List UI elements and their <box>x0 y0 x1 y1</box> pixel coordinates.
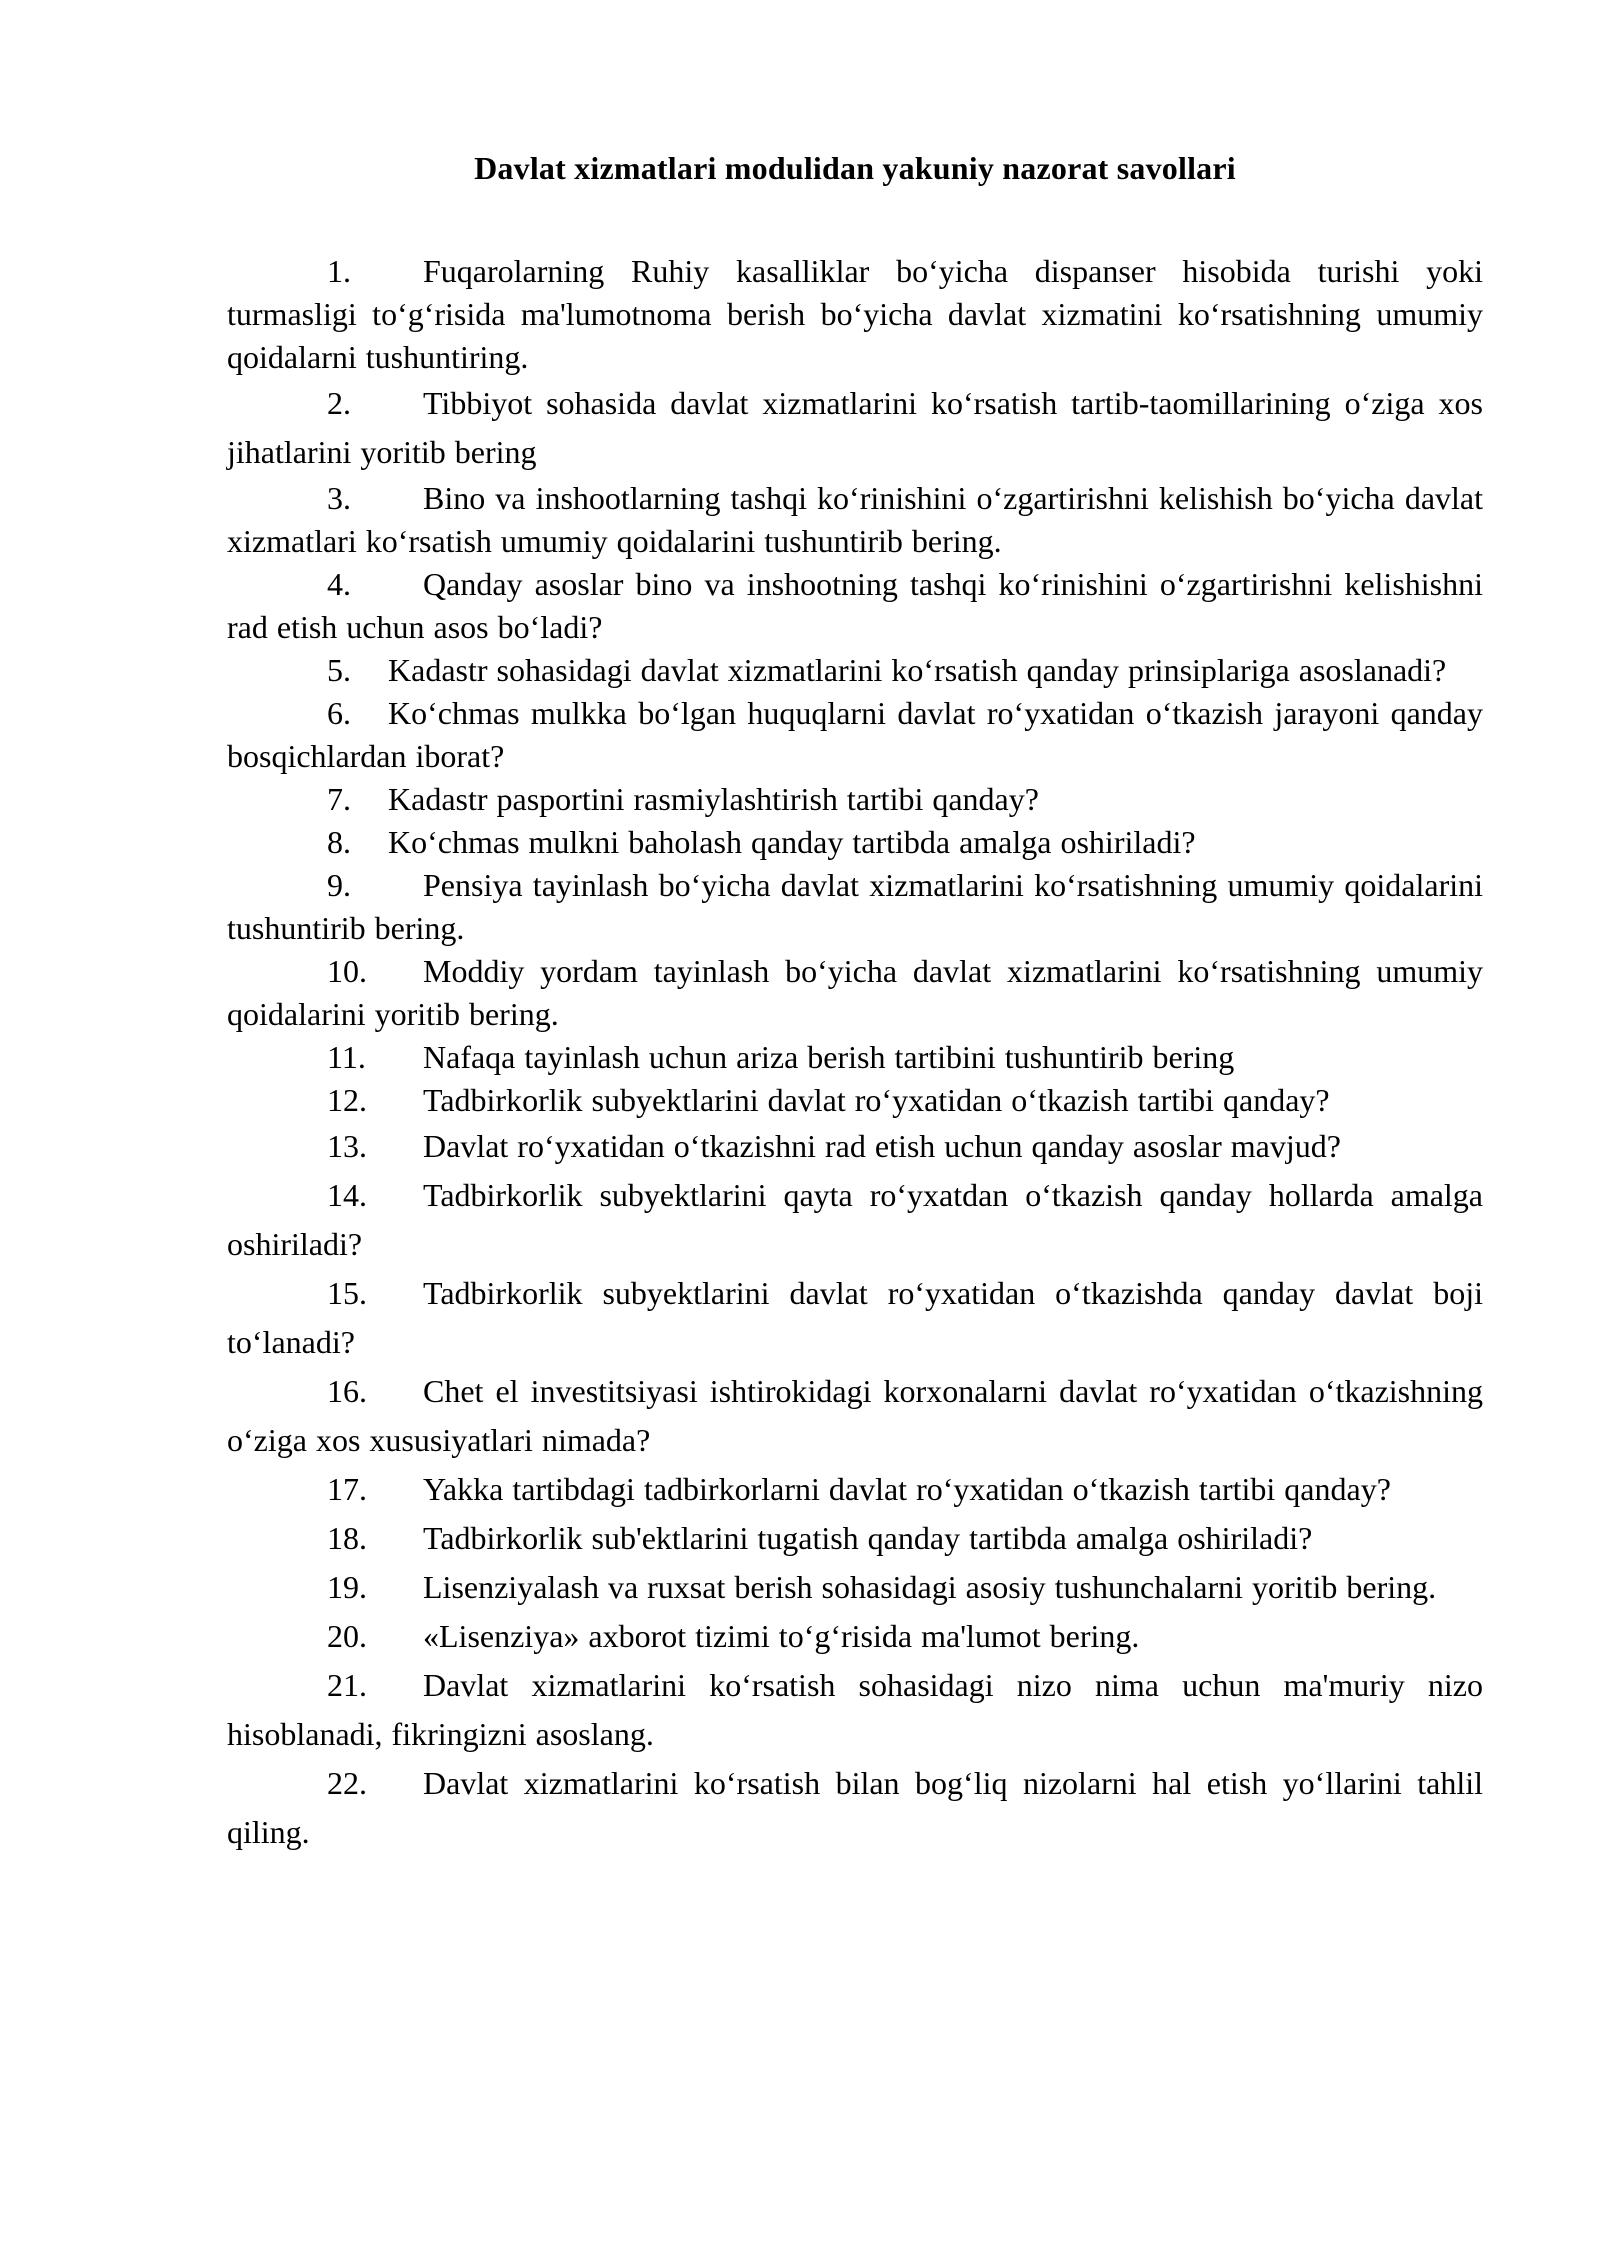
question-number: 19. <box>327 1569 367 1605</box>
question-number: 4. <box>327 566 351 602</box>
question-item <box>227 1171 1483 1269</box>
question-number: 18. <box>327 1520 367 1556</box>
question-item <box>227 821 1483 864</box>
question-number: 7. <box>327 781 351 817</box>
question-item <box>227 1661 1483 1759</box>
question-item <box>227 1759 1483 1857</box>
question-item <box>227 649 1483 692</box>
document-title: Davlat xizmatlari modulidan yakuniy nazorat savollari <box>474 150 1236 186</box>
question-text: Moddiy yordam tayinlash boʻyicha davlat xizmatlarini koʻrsatishning umumiy qoidalarini yoritib bering. <box>227 953 1483 1032</box>
question-number: 5. <box>327 652 351 688</box>
question-item <box>227 563 1483 649</box>
question-item <box>227 1563 1483 1612</box>
question-item <box>227 1514 1483 1563</box>
question-item <box>227 477 1483 563</box>
question-text: Qanday asoslar bino va inshootning tashqi koʻrinishini oʻzgartirishni kelishishni rad etish uchun asos boʻladi? <box>227 566 1483 645</box>
question-text: Tibbiyot sohasida davlat xizmatlarini koʻrsatish tartib-taomillarining oʻziga xos jihatlarini yoritib bering <box>227 385 1483 470</box>
question-text: Yakka tartibdagi tadbirkorlarni davlat roʻyxatidan oʻtkazish tartibi qanday? <box>423 1471 1391 1507</box>
question-text: Kadastr sohasidagi davlat xizmatlarini koʻrsatish qanday prinsiplariga asoslanadi? <box>388 652 1447 688</box>
question-item <box>227 950 1483 1036</box>
question-item <box>227 864 1483 950</box>
question-item <box>227 250 1483 379</box>
question-list <box>227 250 1483 1857</box>
question-item <box>227 1367 1483 1465</box>
question-number: 16. <box>327 1373 367 1409</box>
question-text: Lisenziyalash va ruxsat berish sohasidagi asosiy tushunchalarni yoritib bering. <box>423 1569 1437 1605</box>
question-text: Davlat xizmatlarini koʻrsatish sohasidagi nizo nima uchun ma'muriy nizo hisoblanadi, fikringizni asoslang. <box>227 1667 1483 1752</box>
question-text: Bino va inshootlarning tashqi koʻrinishini oʻzgartirishni kelishish boʻyicha davlat xizmatlari koʻrsatish umumiy qoidalarini tushuntirib bering. <box>227 480 1483 559</box>
question-item <box>227 778 1483 821</box>
question-text: Tadbirkorlik subyektlarini davlat roʻyxatidan oʻtkazish tartibi qanday? <box>423 1082 1330 1118</box>
question-text: Koʻchmas mulkni baholash qanday tartibda amalga oshiriladi? <box>388 824 1196 860</box>
question-number: 21. <box>327 1667 367 1703</box>
question-text: «Lisenziya» axborot tizimi toʻgʻrisida ma'lumot bering. <box>423 1618 1140 1654</box>
question-text: Chet el investitsiyasi ishtirokidagi korxonalarni davlat roʻyxatidan oʻtkazishning oʻziga xos xususiyatlari nimada? <box>227 1373 1483 1458</box>
question-number: 17. <box>327 1471 367 1507</box>
question-number: 2. <box>327 385 351 421</box>
question-text: Nafaqa tayinlash uchun ariza berish tartibini tushuntirib bering <box>423 1039 1235 1075</box>
question-text: Tadbirkorlik subyektlarini qayta roʻyxatdan oʻtkazish qanday hollarda amalga oshiriladi? <box>227 1177 1483 1262</box>
question-text: Koʻchmas mulkka boʻlgan huquqlarni davlat roʻyxatidan oʻtkazish jarayoni qanday bosqichlardan iborat? <box>227 695 1483 774</box>
question-item <box>227 1612 1483 1661</box>
question-text: Davlat roʻyxatidan oʻtkazishni rad etish uchun qanday asoslar mavjud? <box>423 1128 1341 1164</box>
question-number: 6. <box>327 695 351 731</box>
question-number: 14. <box>327 1177 367 1213</box>
question-text: Tadbirkorlik subyektlarini davlat roʻyxatidan oʻtkazishda qanday davlat boji toʻlanadi? <box>227 1275 1483 1360</box>
question-text: Tadbirkorlik sub'ektlarini tugatish qanday tartibda amalga oshiriladi? <box>423 1520 1313 1556</box>
question-number: 11. <box>327 1039 366 1075</box>
question-number: 10. <box>327 953 367 989</box>
question-number: 22. <box>327 1765 367 1801</box>
question-number: 15. <box>327 1275 367 1311</box>
question-number: 8. <box>327 824 351 860</box>
question-item <box>227 692 1483 778</box>
document-content <box>227 0 1483 1857</box>
question-number: 9. <box>327 867 351 903</box>
question-item <box>227 1036 1483 1079</box>
question-item <box>227 1269 1483 1367</box>
question-text: Fuqarolarning Ruhiy kasalliklar boʻyicha dispanser hisobida turishi yoki turmasligi toʻgʻrisida ma'lumotnoma berish boʻyicha davlat xizmatini koʻrsatishning umumiy qoidalarni tushuntiring. <box>227 253 1483 375</box>
question-number: 20. <box>327 1618 367 1654</box>
question-text: Pensiya tayinlash boʻyicha davlat xizmatlarini koʻrsatishning umumiy qoidalarini tushuntirib bering. <box>227 867 1483 946</box>
question-item <box>227 379 1483 477</box>
question-item <box>227 1465 1483 1514</box>
question-item <box>227 1122 1483 1171</box>
question-number: 12. <box>327 1082 367 1118</box>
question-number: 1. <box>327 253 351 289</box>
question-item <box>227 1079 1483 1122</box>
question-number: 13. <box>327 1128 367 1164</box>
question-text: Kadastr pasportini rasmiylashtirish tartibi qanday? <box>388 781 1039 817</box>
question-text: Davlat xizmatlarini koʻrsatish bilan bogʻliq nizolarni hal etish yoʻllarini tahlil qiling. <box>227 1765 1483 1850</box>
question-number: 3. <box>327 480 351 516</box>
